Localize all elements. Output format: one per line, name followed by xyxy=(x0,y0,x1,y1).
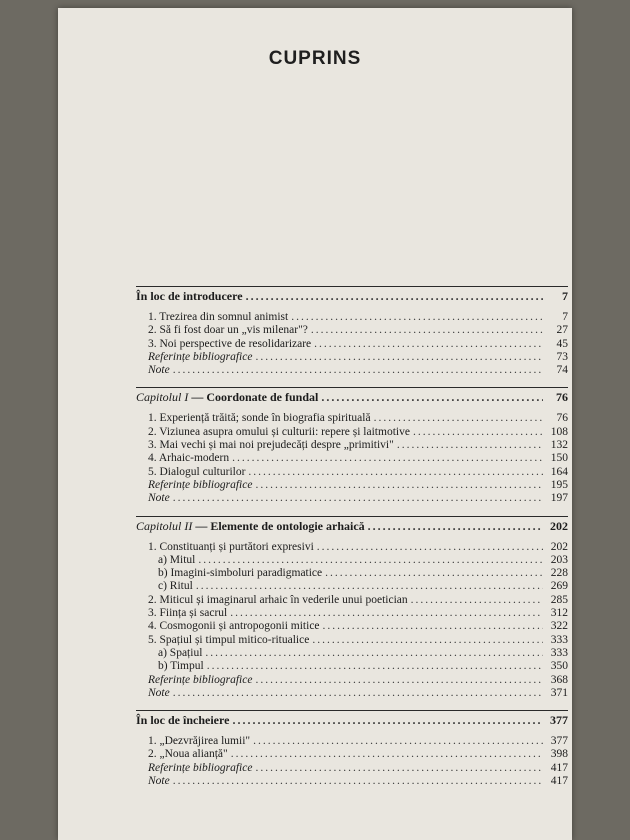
leader-dots xyxy=(230,607,543,620)
toc-entry-label: c) Ritul xyxy=(158,580,193,593)
toc-page-number: 27 xyxy=(556,324,568,337)
toc-entry xyxy=(136,687,568,700)
toc-page-number: 377 xyxy=(550,713,568,728)
toc-entry-label: Note xyxy=(148,492,170,505)
leader-dots xyxy=(232,711,543,729)
toc-entry-label: Referințe bibliografice xyxy=(148,761,253,774)
toc-page-number: 197 xyxy=(550,492,568,505)
toc-entry xyxy=(136,620,568,633)
toc-page-number: 371 xyxy=(550,686,568,699)
toc-section-heading xyxy=(136,517,568,535)
leader-dots xyxy=(253,735,543,748)
toc-entry-label: a) Mitul xyxy=(158,553,196,566)
toc-heading-label xyxy=(136,388,318,406)
leader-dots xyxy=(368,517,543,535)
toc-entry xyxy=(136,735,568,748)
toc-section-heading xyxy=(136,287,568,305)
toc-page-number: 76 xyxy=(556,412,568,425)
toc-page-number: 74 xyxy=(556,364,568,377)
toc-entry xyxy=(136,466,568,479)
toc-entry xyxy=(136,452,568,465)
toc-entry-label: 1. Trezirea din somnul animist xyxy=(148,311,289,323)
toc-heading-text: — Elemente de ontologie arhaică xyxy=(195,518,365,533)
book-page xyxy=(58,8,572,840)
leader-dots xyxy=(231,748,543,761)
toc-entry-label: 1. „Dezvrăjirea lumii" xyxy=(148,735,251,748)
toc-entry-label: 3. Ființa și sacrul xyxy=(148,607,228,620)
leader-dots xyxy=(291,311,543,324)
toc-page-number: 333 xyxy=(550,646,568,659)
toc-chapter-prefix: Capitolul II xyxy=(136,518,196,533)
toc-page-number: 333 xyxy=(550,633,568,646)
toc-page-number: 377 xyxy=(550,735,568,748)
toc-entry-label: Referințe bibliografice xyxy=(148,673,253,686)
toc-entry-label: 2. „Noua alianță" xyxy=(148,748,228,761)
leader-dots xyxy=(173,364,543,377)
toc-page-number: 76 xyxy=(556,390,568,405)
toc-entry xyxy=(136,634,568,647)
toc-entry xyxy=(136,311,568,324)
leader-dots xyxy=(232,452,543,465)
page-title: CUPRINS xyxy=(268,48,362,69)
toc-entry-label: 5. Spațiul și timpul mitico-ritualice xyxy=(148,633,310,646)
toc-entry xyxy=(136,479,568,492)
toc-page-number: 202 xyxy=(550,518,568,533)
toc-entry xyxy=(136,426,568,439)
toc-entry xyxy=(136,364,568,377)
toc-page-number: 368 xyxy=(550,673,568,686)
toc-page-number: 195 xyxy=(550,478,568,491)
toc-section-heading xyxy=(136,711,568,729)
toc-heading-label xyxy=(136,287,243,305)
leader-dots xyxy=(314,338,543,351)
leader-dots xyxy=(321,388,543,406)
toc-entry xyxy=(136,567,568,580)
leader-dots xyxy=(325,567,543,580)
toc-entry xyxy=(136,775,568,788)
leader-dots xyxy=(173,492,543,505)
leader-dots xyxy=(255,674,543,687)
toc-entry-label: Referințe bibliografice xyxy=(148,478,253,491)
toc-entry-label: 2. Miticul și imaginarul arhaic în vederile unui poetician xyxy=(148,593,408,606)
toc-entry-label: Note xyxy=(148,364,170,377)
toc-entry xyxy=(136,338,568,351)
toc-page-number: 164 xyxy=(550,465,568,478)
leader-dots xyxy=(173,775,543,788)
toc-page-number: 228 xyxy=(550,567,568,580)
table-of-contents xyxy=(136,286,568,798)
toc-page-number: 7 xyxy=(562,289,568,303)
toc-entry-label: 2. Viziunea asupra omului și culturii: repere și laitmotive xyxy=(148,425,410,438)
leader-dots xyxy=(255,762,543,775)
leader-dots xyxy=(311,324,543,337)
toc-heading-text: În loc de încheiere xyxy=(136,713,230,728)
toc-heading-text: În loc de introducere xyxy=(136,289,243,303)
toc-entry-label: 2. Să fi fost doar un „vis milenar"? xyxy=(148,324,308,337)
toc-entry xyxy=(136,412,568,425)
leader-dots xyxy=(198,554,543,567)
toc-entry xyxy=(136,351,568,364)
leader-dots xyxy=(196,580,543,593)
toc-page-number: 132 xyxy=(550,439,568,452)
toc-page-number: 350 xyxy=(550,660,568,673)
toc-entry xyxy=(136,324,568,337)
toc-entry xyxy=(136,580,568,593)
toc-entry xyxy=(136,492,568,505)
toc-page-number: 150 xyxy=(550,452,568,465)
leader-dots xyxy=(248,466,543,479)
toc-entry-label: 3. Noi perspective de resolidarizare xyxy=(148,337,312,350)
toc-entry-label: 4. Cosmogonii și antropogonii mitice xyxy=(148,620,320,633)
toc-entry-label: b) Timpul xyxy=(158,660,204,673)
leader-dots xyxy=(173,687,543,700)
toc-entry-label: 4. Arhaic-modern xyxy=(148,452,230,465)
toc-entry xyxy=(136,607,568,620)
toc-page-number: 202 xyxy=(550,540,568,553)
toc-entry xyxy=(136,762,568,775)
leader-dots xyxy=(411,594,543,607)
toc-page-number: 285 xyxy=(550,593,568,606)
toc-page-number: 322 xyxy=(550,620,568,633)
toc-entry xyxy=(136,439,568,452)
toc-page-number: 398 xyxy=(550,748,568,761)
toc-entry xyxy=(136,541,568,554)
toc-page-number: 7 xyxy=(562,311,568,323)
toc-entry xyxy=(136,594,568,607)
leader-dots xyxy=(397,439,543,452)
leader-dots xyxy=(255,351,543,364)
toc-page-number: 108 xyxy=(550,425,568,438)
toc-heading-text: — Coordonate de fundal xyxy=(191,390,319,405)
leader-dots xyxy=(323,620,543,633)
toc-entry-label: 3. Mai vechi și mai noi prejudecăți despre „primitivi" xyxy=(148,439,394,452)
toc-entry-label: 1. Constituanți și purtători expresivi xyxy=(148,540,314,553)
leader-dots xyxy=(205,647,543,660)
leader-dots xyxy=(207,660,543,673)
toc-page-number: 312 xyxy=(550,607,568,620)
toc-entry xyxy=(136,660,568,673)
leader-dots xyxy=(255,479,543,492)
toc-page-number: 417 xyxy=(550,775,568,788)
toc-page-number: 203 xyxy=(550,553,568,566)
toc-entry xyxy=(136,554,568,567)
leader-dots xyxy=(246,287,543,305)
toc-heading-label xyxy=(136,517,365,535)
toc-page-number: 73 xyxy=(556,350,568,363)
toc-entry xyxy=(136,748,568,761)
toc-entry-label: a) Spațiul xyxy=(158,646,203,659)
leader-dots xyxy=(413,426,543,439)
toc-chapter-prefix: Capitolul I xyxy=(136,390,192,405)
toc-page-number: 269 xyxy=(550,580,568,593)
toc-entry-label: b) Imagini-simboluri paradigmatice xyxy=(158,567,323,580)
toc-page-number: 45 xyxy=(556,337,568,350)
leader-dots xyxy=(312,634,543,647)
toc-section-heading xyxy=(136,388,568,406)
toc-entry-label: Referințe bibliografice xyxy=(148,350,253,363)
toc-entry-label: Note xyxy=(148,775,170,788)
toc-entry xyxy=(136,647,568,660)
toc-entry-label: 5. Dialogul culturilor xyxy=(148,465,246,478)
toc-entry xyxy=(136,674,568,687)
toc-heading-label xyxy=(136,711,229,729)
toc-entry-label: 1. Experiență trăită; sonde în biografia spirituală xyxy=(148,412,371,425)
toc-page-number: 417 xyxy=(550,761,568,774)
leader-dots xyxy=(317,541,543,554)
toc-entry-label: Note xyxy=(148,686,170,699)
leader-dots xyxy=(374,412,543,425)
